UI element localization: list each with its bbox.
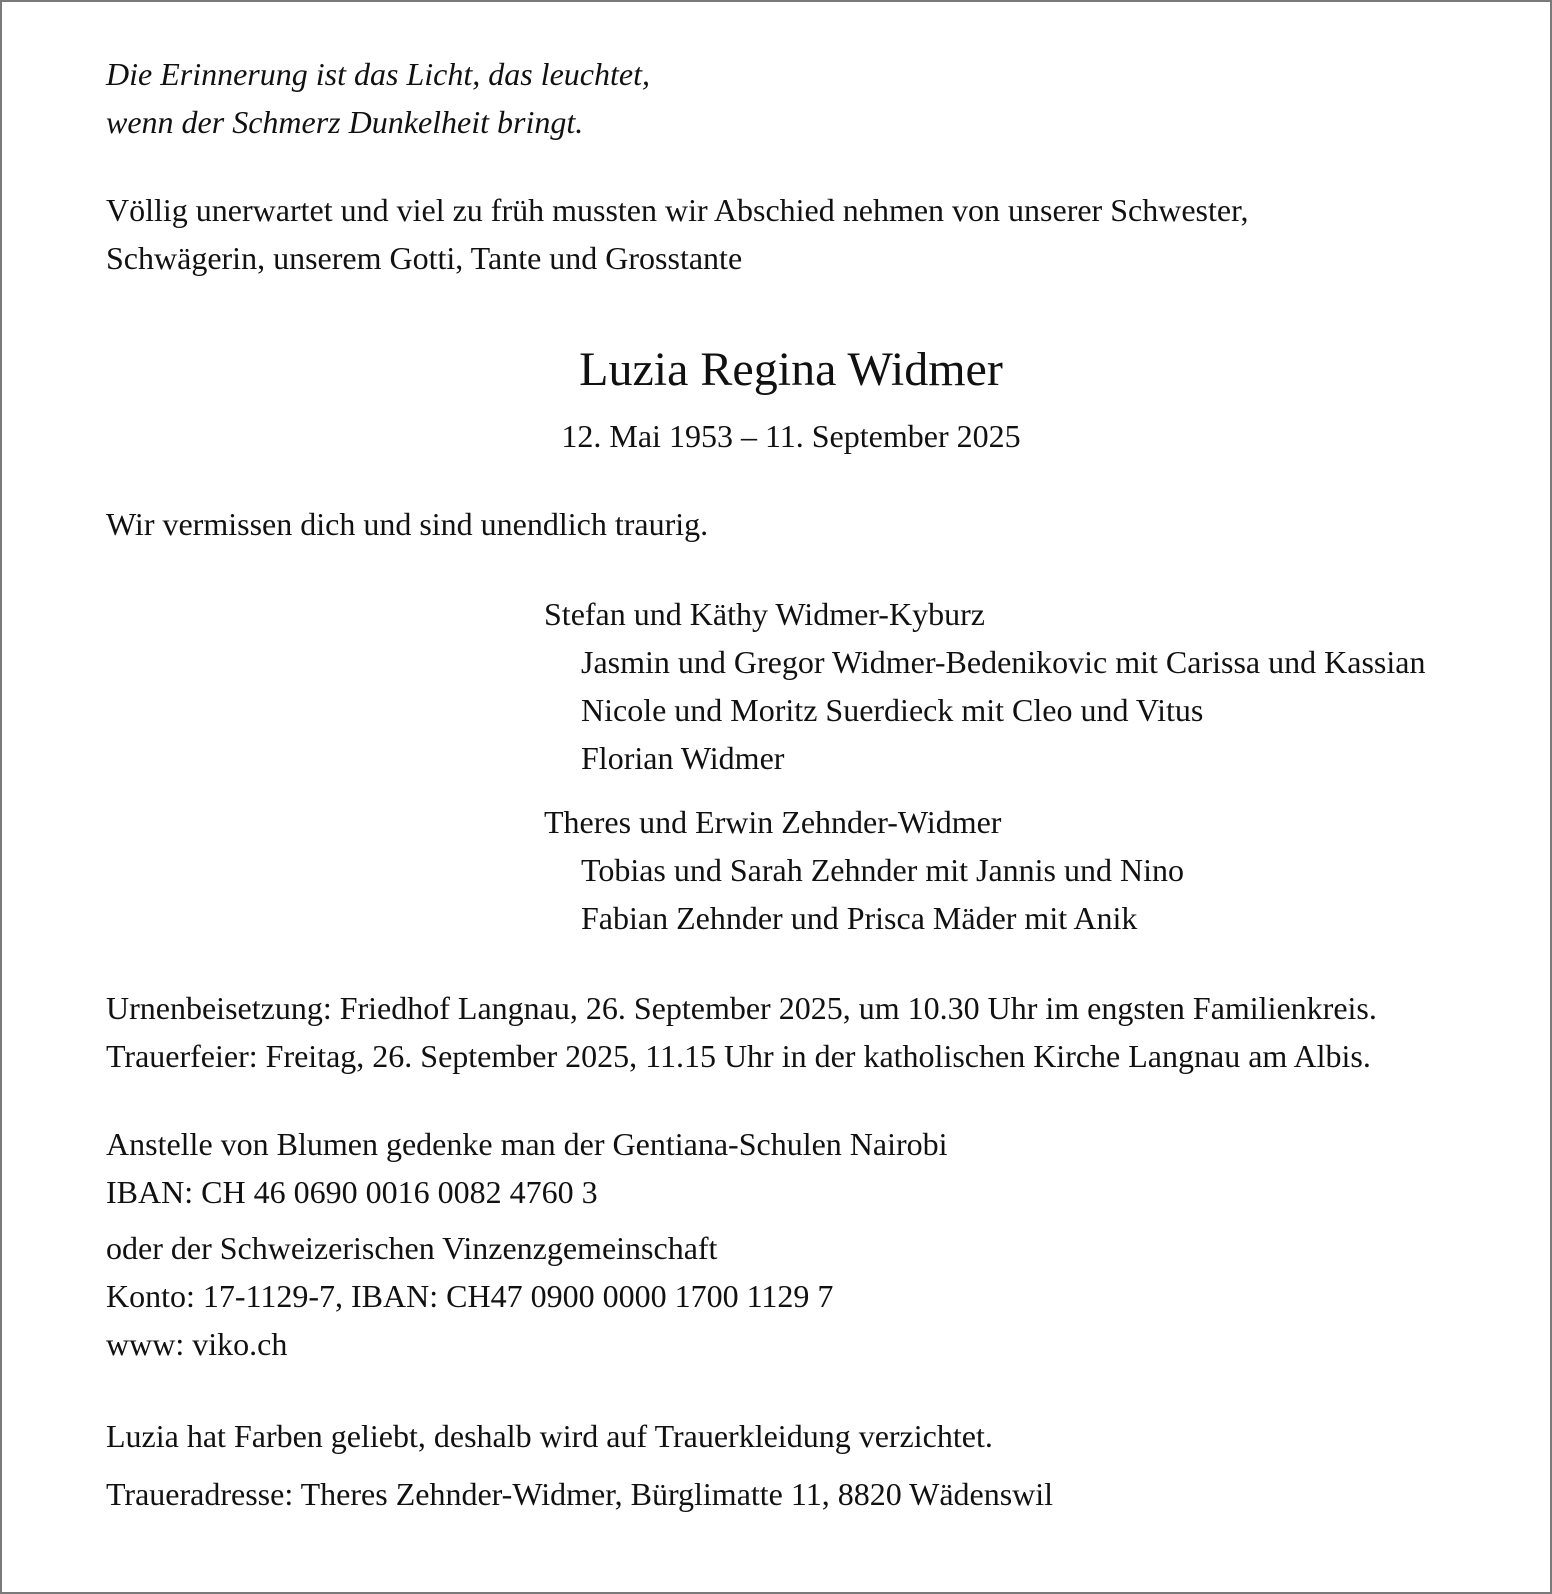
- obituary-top: [106, 50, 1506, 304]
- family-group-1: [544, 590, 1425, 782]
- motto-line-1: Die Erinnerung ist das Licht, das leuchtet,: [106, 56, 650, 92]
- donation-iban-1: IBAN: CH 46 0690 0016 0082 4760 3: [106, 1174, 598, 1210]
- family-list: [544, 590, 1425, 958]
- mourning-address: Traueradresse: Theres Zehnder-Widmer, Bürglimatte 11, 8820 Wädenswil: [106, 1476, 1054, 1512]
- intro-line-1: Völlig unerwartet und viel zu früh mussten wir Abschied nehmen von unserer Schwester,: [106, 192, 1249, 228]
- deceased-name: Luzia Regina Widmer: [579, 343, 1003, 396]
- life-dates: 12. Mai 1953 – 11. September 2025: [561, 418, 1021, 454]
- family-member: Florian Widmer: [581, 740, 785, 776]
- dress-code-note: Luzia hat Farben geliebt, deshalb wird auf Trauerkleidung verzichtet.: [106, 1418, 993, 1454]
- funeral-service-info: Trauerfeier: Freitag, 26. September 2025, 11.15 Uhr in der katholischen Kirche Langnau am Albis.: [106, 1038, 1371, 1074]
- closing-info: [106, 1412, 1053, 1518]
- miss-text: Wir vermissen dich und sind unendlich traurig.: [106, 506, 709, 542]
- family-head: Theres und Erwin Zehnder-Widmer: [544, 804, 1002, 840]
- family-member: Nicole und Moritz Suerdieck mit Cleo und Vitus: [581, 692, 1204, 728]
- family-group-2: [544, 798, 1425, 942]
- donation-line-2: oder der Schweizerischen Vinzenzgemeinschaft: [106, 1230, 718, 1266]
- motto: [106, 50, 1506, 146]
- family-member: Fabian Zehnder und Prisca Mäder mit Anik: [581, 900, 1138, 936]
- burial-info: Urnenbeisetzung: Friedhof Langnau, 26. September 2025, um 10.30 Uhr im engsten Familienkreis.: [106, 990, 1377, 1026]
- donation-line-1: Anstelle von Blumen gedenke man der Gentiana-Schulen Nairobi: [106, 1126, 948, 1162]
- family-head: Stefan und Käthy Widmer-Kyburz: [544, 596, 985, 632]
- ceremony-info: [106, 984, 1377, 1080]
- motto-line-2: wenn der Schmerz Dunkelheit bringt.: [106, 104, 584, 140]
- intro-text: [106, 186, 1506, 282]
- intro-line-2: Schwägerin, unserem Gotti, Tante und Grosstante: [106, 240, 743, 276]
- donation-website: www: viko.ch: [106, 1326, 288, 1362]
- family-member: Tobias und Sarah Zehnder mit Jannis und Nino: [581, 852, 1184, 888]
- family-member: Jasmin und Gregor Widmer-Bedenikovic mit Carissa und Kassian: [581, 644, 1426, 680]
- donation-account-2: Konto: 17-1129-7, IBAN: CH47 0900 0000 1700 1129 7: [106, 1278, 834, 1314]
- donation-info: [106, 1120, 948, 1368]
